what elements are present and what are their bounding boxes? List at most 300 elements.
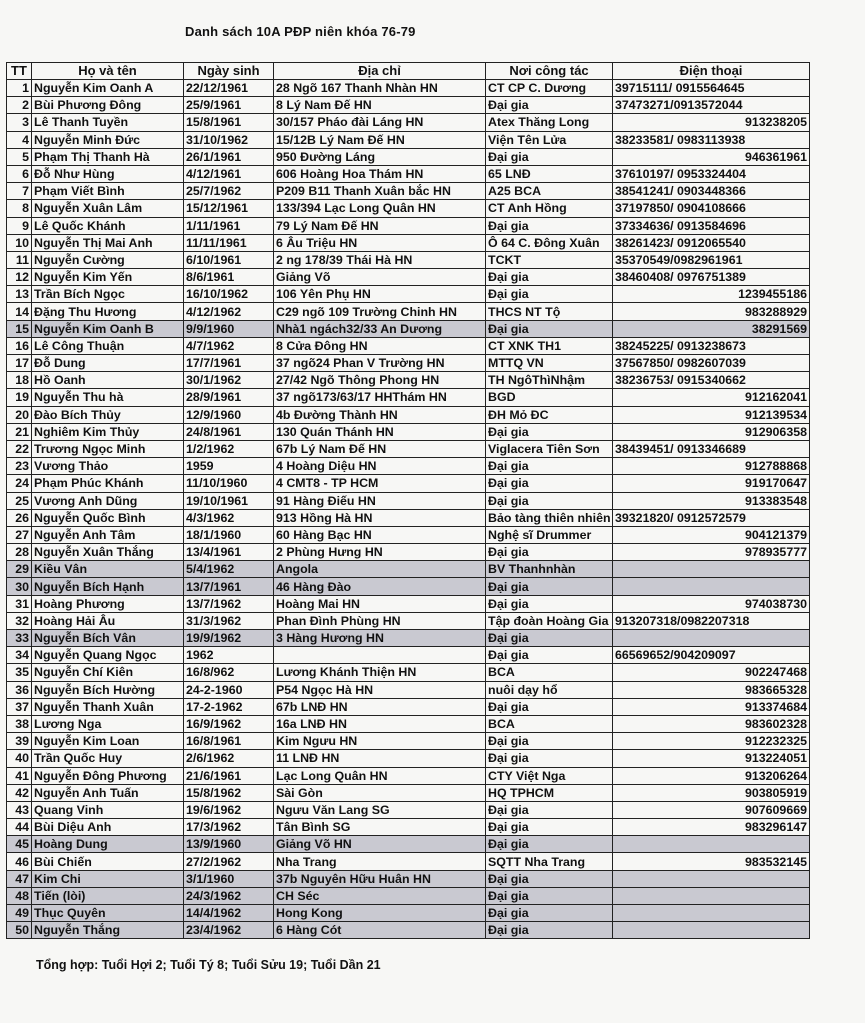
cell-name: Nguyễn Kim Oanh A	[32, 80, 184, 97]
cell-address	[274, 647, 486, 664]
cell-name: Nguyễn Minh Đức	[32, 131, 184, 148]
header-name: Họ và tên	[32, 63, 184, 80]
cell-name: Nguyễn Xuân Thắng	[32, 544, 184, 561]
cell-address: 67b Lý Nam Đế HN	[274, 440, 486, 457]
cell-address: 4 Hoàng Diệu HN	[274, 458, 486, 475]
cell-work: Đại gia	[486, 97, 613, 114]
cell-dob: 21/6/1961	[184, 767, 274, 784]
cell-phone: 919170647	[613, 475, 810, 492]
cell-tt: 10	[7, 234, 32, 251]
cell-address: 8 Lý Nam Đế HN	[274, 97, 486, 114]
cell-tt: 5	[7, 148, 32, 165]
table-row	[7, 578, 810, 595]
cell-work: Đại gia	[486, 286, 613, 303]
cell-work: Đại gia	[486, 870, 613, 887]
cell-name: Phạm Phúc Khánh	[32, 475, 184, 492]
cell-work: 65 LNĐ	[486, 165, 613, 182]
table-row	[7, 183, 810, 200]
table-row	[7, 337, 810, 354]
cell-tt: 25	[7, 492, 32, 509]
cell-dob: 13/7/1962	[184, 595, 274, 612]
table-row	[7, 217, 810, 234]
cell-name: Kim Chi	[32, 870, 184, 887]
cell-address: Giảng Võ HN	[274, 836, 486, 853]
cell-phone: 913383548	[613, 492, 810, 509]
cell-work: Đại gia	[486, 578, 613, 595]
table-row	[7, 131, 810, 148]
cell-dob: 17/3/1962	[184, 819, 274, 836]
cell-tt: 18	[7, 372, 32, 389]
cell-dob: 30/1/1962	[184, 372, 274, 389]
cell-tt: 40	[7, 750, 32, 767]
cell-dob: 17-2-1962	[184, 698, 274, 715]
table-row	[7, 148, 810, 165]
cell-dob: 31/3/1962	[184, 612, 274, 629]
table-row	[7, 80, 810, 97]
cell-phone: 38439451/ 0913346689	[613, 440, 810, 457]
cell-tt: 47	[7, 870, 32, 887]
cell-address: Kim Ngưu HN	[274, 733, 486, 750]
cell-address: Phan Đình Phùng HN	[274, 612, 486, 629]
cell-name: Nguyễn Thanh Xuân	[32, 698, 184, 715]
cell-work: Đại gia	[486, 750, 613, 767]
cell-tt: 15	[7, 320, 32, 337]
cell-dob: 16/8/962	[184, 664, 274, 681]
cell-phone: 913206264	[613, 767, 810, 784]
cell-tt: 27	[7, 526, 32, 543]
table-row	[7, 733, 810, 750]
cell-tt: 45	[7, 836, 32, 853]
cell-tt: 4	[7, 131, 32, 148]
cell-tt: 50	[7, 922, 32, 939]
cell-dob: 11/10/1960	[184, 475, 274, 492]
cell-phone: 38541241/ 0903448366	[613, 183, 810, 200]
cell-address: 950 Đường Láng	[274, 148, 486, 165]
cell-tt: 24	[7, 475, 32, 492]
table-row	[7, 836, 810, 853]
cell-tt: 49	[7, 905, 32, 922]
cell-phone	[613, 905, 810, 922]
cell-dob: 6/10/1961	[184, 251, 274, 268]
cell-tt: 46	[7, 853, 32, 870]
cell-phone	[613, 870, 810, 887]
cell-work: BCA	[486, 715, 613, 732]
cell-tt: 16	[7, 337, 32, 354]
table-row	[7, 544, 810, 561]
cell-phone	[613, 887, 810, 904]
cell-name: Nguyễn Bích Vân	[32, 630, 184, 647]
cell-work: CT XNK TH1	[486, 337, 613, 354]
cell-address: 30/157 Pháo đài Láng HN	[274, 114, 486, 131]
cell-work: Đại gia	[486, 801, 613, 818]
cell-address: 11 LNĐ HN	[274, 750, 486, 767]
cell-address: Hong Kong	[274, 905, 486, 922]
cell-dob: 23/4/1962	[184, 922, 274, 939]
cell-tt: 48	[7, 887, 32, 904]
cell-name: Nguyễn Đông Phương	[32, 767, 184, 784]
cell-work: Ô 64 C. Đông Xuân	[486, 234, 613, 251]
cell-name: Nguyễn Thu hà	[32, 389, 184, 406]
cell-tt: 17	[7, 355, 32, 372]
table-row	[7, 355, 810, 372]
table-row	[7, 750, 810, 767]
cell-dob: 28/9/1961	[184, 389, 274, 406]
cell-dob: 24/3/1962	[184, 887, 274, 904]
cell-tt: 38	[7, 715, 32, 732]
cell-name: Vương Thảo	[32, 458, 184, 475]
cell-work: Đại gia	[486, 733, 613, 750]
cell-name: Hoàng Dung	[32, 836, 184, 853]
table-row	[7, 320, 810, 337]
cell-dob: 15/8/1962	[184, 784, 274, 801]
cell-name: Lương Nga	[32, 715, 184, 732]
cell-phone: 904121379	[613, 526, 810, 543]
cell-dob: 4/12/1961	[184, 165, 274, 182]
cell-name: Trần Quốc Huy	[32, 750, 184, 767]
cell-dob: 11/11/1961	[184, 234, 274, 251]
cell-work: Đại gia	[486, 217, 613, 234]
cell-phone	[613, 578, 810, 595]
table-row	[7, 251, 810, 268]
cell-work: HQ TPHCM	[486, 784, 613, 801]
cell-address: Ngưu Văn Lang SG	[274, 801, 486, 818]
cell-name: Nguyễn Quang Ngọc	[32, 647, 184, 664]
cell-address: P54 Ngọc Hà HN	[274, 681, 486, 698]
cell-address: 133/394 Lạc Long Quân HN	[274, 200, 486, 217]
cell-phone: 912139534	[613, 406, 810, 423]
cell-work: Viện Tên Lửa	[486, 131, 613, 148]
cell-address: 2 Phùng Hưng HN	[274, 544, 486, 561]
cell-phone: 903805919	[613, 784, 810, 801]
cell-tt: 30	[7, 578, 32, 595]
cell-name: Đỗ Như Hùng	[32, 165, 184, 182]
cell-name: Thục Quyên	[32, 905, 184, 922]
cell-phone: 983288929	[613, 303, 810, 320]
cell-address: 913 Hồng Hà HN	[274, 509, 486, 526]
cell-phone: 902247468	[613, 664, 810, 681]
cell-name: Nguyễn Chí Kiên	[32, 664, 184, 681]
table-row	[7, 492, 810, 509]
table-body	[7, 80, 810, 939]
cell-dob: 4/3/1962	[184, 509, 274, 526]
cell-name: Nguyễn Kim Yến	[32, 269, 184, 286]
cell-address: 15/12B Lý Nam Đế HN	[274, 131, 486, 148]
cell-dob: 31/10/1962	[184, 131, 274, 148]
table-row	[7, 303, 810, 320]
cell-name: Lê Công Thuận	[32, 337, 184, 354]
cell-work: SQTT Nha Trang	[486, 853, 613, 870]
cell-dob: 26/1/1961	[184, 148, 274, 165]
cell-name: Phạm Thị Thanh Hà	[32, 148, 184, 165]
cell-dob: 15/8/1961	[184, 114, 274, 131]
table-row	[7, 389, 810, 406]
cell-name: Nguyễn Cường	[32, 251, 184, 268]
cell-address: 27/42 Ngõ Thông Phong HN	[274, 372, 486, 389]
cell-phone: 912232325	[613, 733, 810, 750]
cell-phone: 974038730	[613, 595, 810, 612]
table-row	[7, 630, 810, 647]
cell-phone: 37567850/ 0982607039	[613, 355, 810, 372]
cell-tt: 32	[7, 612, 32, 629]
cell-address: 4b Đường Thành HN	[274, 406, 486, 423]
cell-dob: 4/7/1962	[184, 337, 274, 354]
cell-work: Đại gia	[486, 423, 613, 440]
cell-dob: 27/2/1962	[184, 853, 274, 870]
table-row	[7, 664, 810, 681]
cell-work: Đại gia	[486, 836, 613, 853]
cell-phone: 66569652/904209097	[613, 647, 810, 664]
cell-address: 28 Ngõ 167 Thanh Nhàn HN	[274, 80, 486, 97]
table-row	[7, 286, 810, 303]
cell-work: CT Anh Hồng	[486, 200, 613, 217]
cell-name: Nguyễn Quốc Bình	[32, 509, 184, 526]
table-row	[7, 406, 810, 423]
cell-address: 6 Âu Triệu HN	[274, 234, 486, 251]
cell-tt: 8	[7, 200, 32, 217]
cell-work: Đại gia	[486, 148, 613, 165]
cell-tt: 13	[7, 286, 32, 303]
cell-phone: 1239455186	[613, 286, 810, 303]
cell-address: 37b Nguyên Hữu Huân HN	[274, 870, 486, 887]
cell-name: Đặng Thu Hương	[32, 303, 184, 320]
cell-dob: 13/4/1961	[184, 544, 274, 561]
cell-address: P209 B11 Thanh Xuân bắc HN	[274, 183, 486, 200]
cell-work: Đại gia	[486, 595, 613, 612]
cell-dob: 2/6/1962	[184, 750, 274, 767]
cell-dob: 25/7/1962	[184, 183, 274, 200]
table-row	[7, 922, 810, 939]
cell-tt: 34	[7, 647, 32, 664]
table-row	[7, 234, 810, 251]
cell-phone: 913207318/0982207318	[613, 612, 810, 629]
cell-tt: 39	[7, 733, 32, 750]
table-row	[7, 698, 810, 715]
cell-phone	[613, 630, 810, 647]
cell-name: Phạm Viết Bình	[32, 183, 184, 200]
cell-dob: 5/4/1962	[184, 561, 274, 578]
cell-name: Vương Anh Dũng	[32, 492, 184, 509]
table-row	[7, 269, 810, 286]
cell-tt: 9	[7, 217, 32, 234]
cell-work: Viglacera Tiên Sơn	[486, 440, 613, 457]
cell-phone	[613, 561, 810, 578]
cell-work: Đại gia	[486, 887, 613, 904]
table-row	[7, 612, 810, 629]
cell-name: Bùi Chiến	[32, 853, 184, 870]
cell-phone: 38261423/ 0912065540	[613, 234, 810, 251]
cell-phone: 38291569	[613, 320, 810, 337]
cell-name: Nguyễn Anh Tâm	[32, 526, 184, 543]
cell-address: C29 ngõ 109 Trường Chinh HN	[274, 303, 486, 320]
cell-address: 37 ngõ24 Phan V Trường HN	[274, 355, 486, 372]
table-row	[7, 715, 810, 732]
cell-work: Đại gia	[486, 630, 613, 647]
cell-tt: 21	[7, 423, 32, 440]
summary-line: Tổng hợp: Tuổi Hợi 2; Tuổi Tý 8; Tuổi Sửu 19; Tuổi Dần 21	[36, 958, 381, 972]
cell-work: MTTQ VN	[486, 355, 613, 372]
cell-address: Nha Trang	[274, 853, 486, 870]
table-row	[7, 200, 810, 217]
cell-tt: 33	[7, 630, 32, 647]
header-address: Địa chỉ	[274, 63, 486, 80]
header-phone: Điện thoại	[613, 63, 810, 80]
cell-name: Nguyễn Xuân Lâm	[32, 200, 184, 217]
table-row	[7, 870, 810, 887]
cell-tt: 29	[7, 561, 32, 578]
cell-address: Nhà1 ngách32/33 An Dương	[274, 320, 486, 337]
cell-name: Hồ Oanh	[32, 372, 184, 389]
cell-work: CT CP C. Dương	[486, 80, 613, 97]
cell-tt: 43	[7, 801, 32, 818]
cell-address: 16a LNĐ HN	[274, 715, 486, 732]
cell-tt: 19	[7, 389, 32, 406]
cell-dob: 14/4/1962	[184, 905, 274, 922]
cell-tt: 35	[7, 664, 32, 681]
cell-dob: 12/9/1960	[184, 406, 274, 423]
cell-address: Tân Bình SG	[274, 819, 486, 836]
cell-tt: 44	[7, 819, 32, 836]
table-row	[7, 905, 810, 922]
cell-tt: 37	[7, 698, 32, 715]
cell-phone: 912906358	[613, 423, 810, 440]
cell-work: ĐH Mỏ ĐC	[486, 406, 613, 423]
cell-address: 79 Lý Nam Đế HN	[274, 217, 486, 234]
cell-dob: 9/9/1960	[184, 320, 274, 337]
table-row	[7, 647, 810, 664]
cell-address: Sài Gòn	[274, 784, 486, 801]
table-row	[7, 509, 810, 526]
cell-dob: 19/10/1961	[184, 492, 274, 509]
cell-phone: 38245225/ 0913238673	[613, 337, 810, 354]
cell-address: Hoàng Mai HN	[274, 595, 486, 612]
cell-address: 91 Hàng Điếu HN	[274, 492, 486, 509]
table-row	[7, 801, 810, 818]
cell-work: Atex Thăng Long	[486, 114, 613, 131]
cell-address: 46 Hàng Đào	[274, 578, 486, 595]
cell-tt: 6	[7, 165, 32, 182]
cell-dob: 4/12/1962	[184, 303, 274, 320]
table-row	[7, 97, 810, 114]
cell-dob: 13/9/1960	[184, 836, 274, 853]
cell-dob: 16/9/1962	[184, 715, 274, 732]
header-dob: Ngày sinh	[184, 63, 274, 80]
cell-work: BCA	[486, 664, 613, 681]
cell-address: 4 CMT8 - TP HCM	[274, 475, 486, 492]
cell-name: Nguyễn Anh Tuấn	[32, 784, 184, 801]
cell-phone: 38460408/ 0976751389	[613, 269, 810, 286]
cell-name: Trần Bích Ngọc	[32, 286, 184, 303]
cell-name: Lê Quốc Khánh	[32, 217, 184, 234]
cell-name: Trương Ngọc Minh	[32, 440, 184, 457]
cell-phone: 38233581/ 0983113938	[613, 131, 810, 148]
table-row	[7, 767, 810, 784]
cell-work: CTY Việt Nga	[486, 767, 613, 784]
table-row	[7, 681, 810, 698]
cell-tt: 28	[7, 544, 32, 561]
header-work: Nơi công tác	[486, 63, 613, 80]
cell-phone: 983602328	[613, 715, 810, 732]
cell-dob: 1962	[184, 647, 274, 664]
cell-address: 6 Hàng Cót	[274, 922, 486, 939]
cell-address: 606 Hoàng Hoa Thám HN	[274, 165, 486, 182]
cell-name: Nguyễn Kim Loan	[32, 733, 184, 750]
cell-tt: 42	[7, 784, 32, 801]
table-row	[7, 423, 810, 440]
cell-work: Đại gia	[486, 698, 613, 715]
cell-address: 37 ngõ173/63/17 HHThám HN	[274, 389, 486, 406]
page-title: Danh sách 10A PĐP niên khóa 76-79	[185, 24, 416, 39]
cell-work: Đại gia	[486, 492, 613, 509]
table-row	[7, 372, 810, 389]
cell-tt: 14	[7, 303, 32, 320]
cell-phone: 913374684	[613, 698, 810, 715]
cell-work: Đại gia	[486, 819, 613, 836]
cell-phone: 35370549/0982961961	[613, 251, 810, 268]
cell-address: Lương Khánh Thiện HN	[274, 664, 486, 681]
cell-phone: 946361961	[613, 148, 810, 165]
cell-name: Đào Bích Thủy	[32, 406, 184, 423]
cell-name: Nguyễn Thắng	[32, 922, 184, 939]
cell-dob: 3/1/1960	[184, 870, 274, 887]
cell-phone: 983296147	[613, 819, 810, 836]
cell-name: Đỗ Dung	[32, 355, 184, 372]
cell-name: Nguyễn Thị Mai Anh	[32, 234, 184, 251]
table-header-row	[7, 63, 810, 80]
cell-dob: 19/6/1962	[184, 801, 274, 818]
cell-name: Nghiêm Kim Thủy	[32, 423, 184, 440]
cell-work: TH NgôThìNhậm	[486, 372, 613, 389]
cell-phone: 38236753/ 0915340662	[613, 372, 810, 389]
cell-address: 130 Quán Thánh HN	[274, 423, 486, 440]
cell-phone: 913238205	[613, 114, 810, 131]
cell-phone: 37610197/ 0953324404	[613, 165, 810, 182]
table-row	[7, 165, 810, 182]
cell-address: 3 Hàng Hương HN	[274, 630, 486, 647]
cell-name: Nguyễn Bích Hường	[32, 681, 184, 698]
cell-name: Lê Thanh Tuyền	[32, 114, 184, 131]
cell-phone: 912162041	[613, 389, 810, 406]
table-row	[7, 853, 810, 870]
cell-address: 60 Hàng Bạc HN	[274, 526, 486, 543]
cell-dob: 8/6/1961	[184, 269, 274, 286]
header-tt: TT	[7, 63, 32, 80]
cell-phone: 913224051	[613, 750, 810, 767]
cell-address: 67b LNĐ HN	[274, 698, 486, 715]
cell-name: Nguyễn Bích Hạnh	[32, 578, 184, 595]
cell-dob: 24/8/1961	[184, 423, 274, 440]
cell-work: Đại gia	[486, 458, 613, 475]
cell-work: Đại gia	[486, 475, 613, 492]
cell-name: Tiến (lòi)	[32, 887, 184, 904]
cell-tt: 31	[7, 595, 32, 612]
table-row	[7, 819, 810, 836]
cell-phone: 37334636/ 0913584696	[613, 217, 810, 234]
cell-tt: 1	[7, 80, 32, 97]
cell-work: Đại gia	[486, 269, 613, 286]
cell-name: Quang Vinh	[32, 801, 184, 818]
cell-work: Đại gia	[486, 544, 613, 561]
cell-name: Bùi Diệu Anh	[32, 819, 184, 836]
cell-tt: 23	[7, 458, 32, 475]
cell-work: nuôi dạy hổ	[486, 681, 613, 698]
cell-work: TCKT	[486, 251, 613, 268]
cell-name: Nguyễn Kim Oanh B	[32, 320, 184, 337]
cell-work: Đại gia	[486, 922, 613, 939]
cell-tt: 36	[7, 681, 32, 698]
table-row	[7, 475, 810, 492]
cell-work: Đại gia	[486, 647, 613, 664]
class-roster-table	[6, 62, 810, 939]
